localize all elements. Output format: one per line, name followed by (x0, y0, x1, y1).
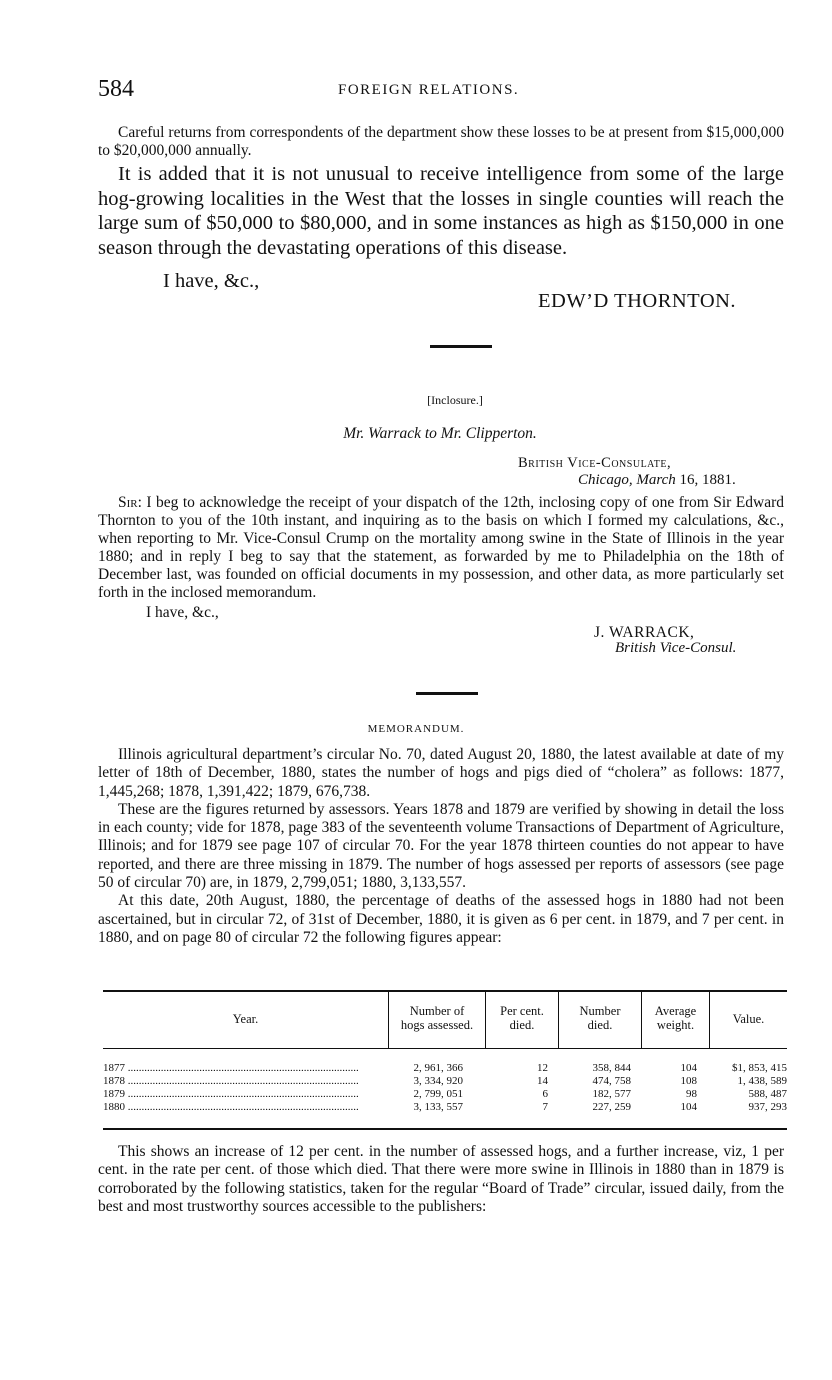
row-assessed: 3, 334, 920 (413, 1075, 463, 1087)
header-number-died (559, 1004, 641, 1032)
table-bottom-rule (103, 1128, 787, 1130)
table-header-rule (103, 1048, 787, 1049)
memo-paragraph-4: This shows an increase of 12 per cent. in the number of assessed hogs, and a further increase, viz, 1 per cent. in the rate per cent. of those which died. That there were more swine in Illinois in 1880 than in 1879 is corroborated by the following statistics, taken for the regular “Board of Trade” circular, issued daily, from the best and most trustworthy sources accessible to the publishers: (98, 1143, 784, 1215)
row-weight: 104 (680, 1062, 697, 1074)
signature-title: British Vice-Consul. (615, 640, 737, 656)
signature-warrack: J. WARRACK, (594, 624, 695, 641)
header-year: Year. (232, 1012, 259, 1026)
header-per-cent-died (486, 1004, 558, 1032)
place-line-1: British Vice-Consulate, (518, 455, 672, 471)
salutation: Sir: (118, 494, 142, 511)
row-percent: 6 (542, 1088, 548, 1100)
row-weight: 104 (680, 1101, 697, 1113)
header-number-died-line2: died. (587, 1018, 613, 1032)
row-value: 588, 487 (748, 1088, 787, 1100)
row-year-text: 1880 (103, 1101, 125, 1113)
row-value: 937, 293 (748, 1101, 787, 1113)
row-percent: 14 (537, 1075, 548, 1087)
letter-body-text: I beg to acknowledge the receipt of your dispatch of the 12th, inclosing copy of one from Sir Edward Thornton to you of the 10th instant, and inquiring as to the basis on which I formed my calculations, &c., when reporting to Mr. Vice-Consul Crump on the mortality among swine in the State of Illinois in the year 1880; and in reply I beg to say that the statement, as forwarded by me to Philadelphia on the 18th of December last, was founded on official documents in my possession, and other data, as more particularly set forth in the inclosed memorandum. (98, 494, 785, 601)
row-died: 358, 844 (592, 1062, 631, 1074)
table-row (103, 1101, 787, 1114)
row-percent: 7 (542, 1101, 548, 1113)
row-year-text: 1879 (103, 1088, 125, 1100)
header-number-died-line1: Number (579, 1004, 621, 1018)
header-per-cent-line2: died. (509, 1018, 535, 1032)
row-year: 1877 .................................................................................... (103, 1062, 359, 1074)
letter-body (98, 494, 784, 602)
row-died: 474, 758 (592, 1075, 631, 1087)
place-line-2 (578, 472, 736, 489)
letter-title: Mr. Warrack to Mr. Clipperton. (343, 425, 537, 442)
row-year: 1880 .................................................................................... (103, 1101, 359, 1113)
row-value: 1, 438, 589 (737, 1075, 787, 1087)
inclosure-label: [Inclosure.] (427, 393, 483, 407)
row-year-text: 1878 (103, 1075, 125, 1087)
header-hogs-assessed (389, 1004, 485, 1032)
memo-paragraph-2: These are the figures returned by assessors. Years 1878 and 1879 are verified by showing in detail the loss in each county; vide for 1878, page 383 of the seventeenth volume Transactions of Department of Agriculture, Illinois; and for 1879 see page 107 of circular 70. For the year 1878 thirteen counties do not appear to have reported, and there are three missing in 1879. The number of hogs assessed per reports of assessors (see page 50 of circular 70) are, in 1879, 2,799,051; 1880, 3,133,557. (98, 800, 784, 892)
row-assessed: 2, 961, 366 (413, 1062, 463, 1074)
place-city: Chicago, March (578, 472, 676, 488)
header-per-cent-line1: Per cent. (500, 1004, 544, 1018)
section-divider (430, 345, 492, 348)
section-divider-2 (416, 692, 478, 695)
intro-large-paragraph: It is added that it is not unusual to receive intelligence from some of the large hog-growing localities in the West that the losses in single counties will reach the large sum of $50,000 to $80,000, and in some instances as high as $150,000 in one season through the devastating operations of this disease. (98, 163, 784, 259)
row-assessed: 3, 133, 557 (413, 1101, 463, 1113)
row-value: $1, 853, 415 (732, 1062, 787, 1074)
header-hogs-assessed-line1: Number of (409, 1004, 465, 1018)
hog-statistics-table (103, 990, 787, 1130)
memo-paragraph-1: Illinois agricultural department’s circular No. 70, dated August 20, 1880, the latest available at date of my letter of 18th of December, 1880, states the number of hogs and pigs died of “cholera” as follows: 1877, 1,445,268; 1878, 1,391,422; 1879, 676,738. (98, 746, 784, 800)
closing-2: I have, &c., (146, 604, 219, 621)
header-average-weight-line2: weight. (656, 1018, 695, 1032)
row-died: 227, 259 (592, 1101, 631, 1113)
place-date: 16, 1881. (679, 472, 736, 488)
table-row (103, 1062, 787, 1075)
row-weight: 98 (686, 1088, 697, 1100)
page-number: 584 (98, 76, 134, 102)
row-year: 1878 .................................................................................... (103, 1075, 359, 1087)
memo-paragraph-3: At this date, 20th August, 1880, the percentage of deaths of the assessed hogs in 1880 had not been ascertained, but in circular 72, of 31st of December, 1880, it is given as 6 per cent. in 1879, and 7 per cent. in 1880, and on page 80 of circular 72 the following figures appear: (98, 892, 784, 946)
intro-small-paragraph: Careful returns from correspondents of the department show these losses to be at present from $15,000,000 to $20,000,000 annually. (98, 124, 784, 159)
header-average-weight (642, 1004, 709, 1032)
row-weight: 108 (680, 1075, 697, 1087)
header-value: Value. (732, 1012, 765, 1026)
row-assessed: 2, 799, 051 (413, 1088, 463, 1100)
memorandum-body (98, 746, 784, 947)
table-row (103, 1075, 787, 1088)
row-year: 1879 .................................................................................... (103, 1088, 359, 1100)
row-died: 182, 577 (592, 1088, 631, 1100)
table-top-rule (103, 990, 787, 992)
table-row (103, 1088, 787, 1101)
header-hogs-assessed-line2: hogs assessed. (400, 1018, 474, 1032)
row-year-text: 1877 (103, 1062, 125, 1074)
closing-1: I have, &c., (163, 270, 260, 292)
header-average-weight-line1: Average (654, 1004, 697, 1018)
signature-thornton: EDW’D THORNTON. (538, 290, 737, 312)
memorandum-title: MEMORANDUM. (367, 723, 465, 735)
row-percent: 12 (537, 1062, 548, 1074)
running-head: FOREIGN RELATIONS. (338, 82, 520, 98)
